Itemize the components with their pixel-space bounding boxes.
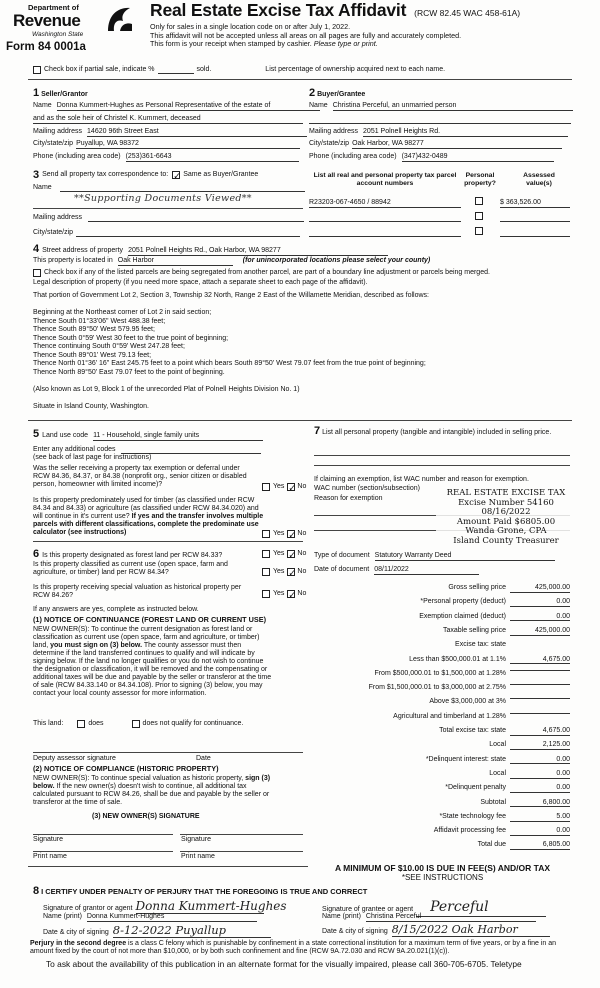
legal-line: Thence South 01°33'06" West 488.38 feet; (33, 317, 166, 325)
partial-label-c: List percentage of ownership acquired next to each name. (265, 66, 446, 74)
notice1-title: (1) NOTICE OF CONTINUANCE (FOREST LAND OR CURRENT USE) (33, 615, 267, 624)
sec3-city-field[interactable] (76, 229, 300, 237)
calc-label: From $1,500,000.01 to $3,000,000 at 2.75% (368, 684, 506, 692)
seller-name-2[interactable]: and as the sole heir of Christel K. Kummert, deceased (33, 115, 303, 124)
personal-property-checkbox-2[interactable] (475, 212, 483, 220)
wac-label: WAC number (section/subsection) (314, 485, 420, 492)
seller-phone[interactable]: (253)361-6643 (126, 153, 299, 162)
calc-label: Total excise tax: state (439, 727, 506, 734)
sec6-q1-answer: Yes ✓ No (262, 550, 306, 558)
buyer-phone[interactable]: (347)432-0489 (402, 153, 554, 162)
doc-type-row: Type of document Statutory Warranty Deed (314, 552, 555, 561)
sec6-q3-no[interactable]: ✓ (288, 590, 296, 600)
calc-label: *State technology fee (439, 812, 506, 820)
grantor-print-row: Name (print) Donna Kummert-Hughes (43, 913, 257, 922)
calc-value[interactable]: 0.00 (510, 756, 570, 765)
sec5-q2-no[interactable]: ✓ (288, 530, 296, 540)
grantor-signature[interactable]: Donna Kummert-Hughes (135, 899, 287, 913)
this-land-row: This land: does does not qualify for continuance. (33, 720, 244, 728)
dept-line3: Washington State (32, 31, 84, 38)
sec3-city-row: City/state/zip (33, 229, 300, 237)
partial-sale-checkbox[interactable] (33, 66, 41, 74)
personal-property-checkbox-1[interactable] (475, 197, 483, 205)
grantee-print-name[interactable]: Christina Perceful (366, 913, 536, 922)
sec5-q2-answer: Yes ✓ No (262, 530, 306, 538)
grantee-signature-row: Signature of grantee or agent Perceful (322, 900, 546, 917)
dor-logo (6, 3, 138, 53)
grantor-date-city[interactable]: 8-12-2022 Puyallup (113, 924, 271, 938)
seller-phone-row: Phone (including area code) (253)361-6643 (33, 153, 299, 162)
deputy-signature-label: Deputy assessor signature (33, 755, 116, 762)
alternate-format-note: To ask about the availability of this publication in an alternate format for the visually impaired, please call 360-705-6705. Teletype (46, 959, 522, 969)
assessed-col-header: Assessed value(s) (523, 172, 555, 187)
calc-value[interactable]: 0.00 (510, 613, 570, 622)
sec6-q2-answer: Yes ✓ No (262, 568, 306, 576)
calc-label: Exemption claimed (deduct) (419, 612, 506, 620)
grantee-print-row: Name (print) Christina Perceful (322, 913, 536, 922)
legal-line (33, 377, 429, 386)
legal-line: Situate in Island County, Washington. (33, 402, 149, 410)
calc-label: Subtotal (480, 798, 506, 806)
sec4-address-row: 4 Street address of property 2051 Polnell Heights Rd., Oak Harbor, WA 98277 (33, 243, 388, 256)
notice2-text: NEW OWNER(S): To continue special valuation as historic property, sign (3) below. If the new owner(s) doesn't wish to continue, all additional tax calculated pursuant to RCW 84.26, shall be due and payable by the seller or transferor at the time of sale. (33, 775, 271, 806)
notice1-text: NEW OWNER(S): To continue the current designation as forest land or classification as current use (open space, farm and agriculture, or timber) land, you must sign on (3) below. The county assessor must then determine if the land transferred continues to qualify and will indicate by signing below. If the land no longer qualifies or you do not wish to continue the designation or classification, it will be removed and the compensating or additional taxes will be due and payable by the seller or transferor at the time of sale (RCW 84.33.140 or 84.34.108). Prior to signing (3) below, you may contact your local county assessor for more information. (33, 626, 272, 697)
calc-label: Excise tax: state (455, 641, 506, 649)
header-note1: Only for sales in a single location code on or after July 1, 2022. (150, 22, 351, 31)
parcel-col-header: List all real and personal property tax parcel account numbers (313, 172, 457, 187)
legal-line: Thence North 89°50' East 79.07 feet to the point of beginning. (33, 368, 225, 376)
seller-name-row: Name Donna Kummert-Hughes as Personal Representative of the estate of (33, 102, 320, 111)
buyer-city-row: City/state/zip Oak Harbor, WA 98277 (309, 140, 562, 149)
buyer-city[interactable]: Oak Harbor, WA 98277 (352, 140, 562, 149)
certify-statement: 8 I CERTIFY UNDER PENALTY OF PERJURY THAT THE FOREGOING IS TRUE AND CORRECT (33, 885, 368, 897)
calc-label: Above $3,000,000 at 3% (429, 698, 506, 706)
sec6-q3: Is this property receiving special valuation as historical property per RCW 84.26? (33, 584, 242, 599)
calc-label: Total due (477, 841, 506, 849)
sec6-q1: 6 Is this property designated as forest land per RCW 84.33? (33, 548, 223, 560)
buyer-name-row: Name Christina Perceful, an unmarried person (309, 102, 573, 111)
calc-value[interactable]: 5.00 (510, 813, 570, 822)
property-street-address[interactable]: 2051 Polnell Heights Rd., Oak Harbor, WA 98277 (128, 247, 388, 256)
calc-value[interactable]: 4,675.00 (510, 727, 570, 736)
dept-line1: Department of (28, 3, 79, 12)
sec7-label: 7 List all personal property (tangible and intangible) included in selling price. (314, 425, 552, 437)
calc-value[interactable]: 425,000.00 (510, 627, 570, 636)
property-location-select[interactable]: Oak Harbor (118, 257, 233, 266)
grantee-date-row: Date & city of signing 8/15/2022 Oak Harbor (322, 924, 550, 937)
new-owner-sig-title: (3) NEW OWNER(S) SIGNATURE (92, 813, 200, 820)
perjury-warning: Perjury in the second degree is a class C felony which is punishable by confinement in a state correctional institution for a maximum term of five years, or by a fine in an amount fixed by the court of not more than $10,000, or by both such confinement and fine (RCW 9A.72.030 and RCW 9A.20.021(1)(c)). (30, 940, 557, 956)
land-use-code[interactable]: 11 - Household, single family units (93, 432, 263, 441)
title-row (150, 1, 520, 21)
calc-label: Local (489, 769, 506, 777)
calc-label: Taxable selling price (442, 626, 506, 634)
doc-date-field[interactable]: 08/11/2022 (374, 566, 479, 575)
calc-value[interactable] (510, 670, 570, 671)
legal-line: (Also known as Lot 9, Block 1 of the unrecorded Plat of Polnell Heights Division No. 1) (33, 385, 300, 393)
see-instructions: *SEE INSTRUCTIONS (401, 873, 484, 882)
calc-label: Gross selling price (448, 584, 506, 591)
dor-emblem-icon (104, 5, 134, 33)
sec6-note: If any answers are yes, complete as instructed below. (33, 606, 199, 613)
sec5-q1-no[interactable]: ✓ (288, 483, 296, 493)
calc-label: Local (489, 741, 506, 749)
calc-label: *Delinquent interest: state (425, 755, 506, 763)
calc-label: *Personal property (deduct) (420, 598, 506, 606)
buyer-phone-row: Phone (including area code) (347)432-0489 (309, 153, 554, 162)
sec5-q1-yes[interactable] (262, 483, 270, 491)
reason-label: Reason for exemption (314, 495, 383, 502)
segregate-row: Check box if any of the listed parcels are being segregated from another parcel, are part of a boundary line adjustment or parcels being merged. (33, 269, 490, 277)
parcel-number-3[interactable] (309, 228, 461, 237)
form-title: Real Estate Excise Tax Affidavit (150, 0, 407, 20)
grantor-date-row: Date & city of signing 8-12-2022 Puyallup (43, 924, 271, 938)
treasurer-stamp: REAL ESTATE EXCISE TAX Excise Number 54160 08/16/2022 Amount Paid $6805.00 Wanda Grone, CPA Island County Treasurer (436, 489, 576, 546)
assessed-value-2[interactable] (500, 213, 570, 222)
additional-codes-note: (see back of last page for instructions) (33, 454, 152, 461)
minimum-due-notice: A MINIMUM OF $10.00 IS DUE IN FEE(S) AND/OR TAX (334, 863, 551, 873)
calc-value[interactable]: 0.00 (510, 598, 570, 607)
sec3-address-field[interactable] (88, 214, 304, 222)
buyer-addr-row: Mailing address 2051 Polnell Heights Rd. (309, 128, 568, 137)
seller-name-1[interactable]: Donna Kummert-Hughes as Personal Representative of the estate of (57, 102, 320, 111)
header-notes (150, 23, 461, 49)
header-note3a: This form is your receipt when stamped by cashier. (150, 39, 312, 49)
owner-print-label-2: Print name (181, 853, 215, 860)
supporting-docs-stamp: **Supporting Documents Viewed** (74, 193, 252, 204)
calc-label: Less than $500,000.01 at 1.1% (409, 655, 506, 663)
seller-city[interactable]: Puyallup, WA 98372 (76, 140, 300, 149)
grantor-signature-row: Signature of grantor or agent Donna Kummert-Hughes (43, 899, 287, 913)
sec6-q2-yes[interactable] (262, 568, 270, 576)
sec5-q1: Was the seller receiving a property tax exemption or deferral under RCW 84.36, 84.37, or 84.38 (nonprofit org., senior citizen or disabled person, homeowner with limited income)? (33, 465, 247, 488)
sec3-name-field[interactable] (60, 184, 305, 192)
calc-value[interactable] (510, 713, 570, 714)
legal-line: Thence North 01°36' 16" East 245.75 feet to a point which bears South 89°50' West 79.07 feet from the true point of beginning; (33, 360, 426, 367)
sec4-located-row: This property is located in Oak Harbor (for unincorporated locations please select your county) (33, 257, 431, 264)
legal-line (33, 301, 429, 310)
land-does-checkbox[interactable] (77, 720, 85, 728)
seller-city-row: City/state/zip Puyallup, WA 98372 (33, 140, 300, 149)
buyer-heading: 2 Buyer/Grantee (309, 87, 366, 99)
legal-label: Legal description of property (if you need more space, attach a separate sheet to each page of the affidavit). (33, 279, 368, 286)
sec5-q2: Is this property predominately used for timber (as classified under RCW 84.34 and 84.33) or agriculture (as classified under RCW 84.34.020) and will continue in it's current use? If yes and the transfer involves multiple parcels with different classifications, complete the predominate use calculator (see instructions) (33, 497, 264, 536)
calc-value[interactable]: 425,000.00 (510, 584, 570, 593)
calc-value[interactable] (510, 698, 570, 699)
calc-value[interactable]: 0.00 (510, 770, 570, 779)
calc-value[interactable]: 4,675.00 (510, 656, 570, 665)
legal-line: Thence South 89°01' West 79.13 feet; (33, 351, 152, 359)
sec6-q1-yes[interactable] (262, 550, 270, 558)
partial-sale-row (33, 66, 445, 74)
additional-codes-field[interactable] (121, 446, 261, 454)
exempt-label: If claiming an exemption, list WAC number and reason for exemption. (314, 476, 529, 483)
sec3-name-row: Name (33, 184, 305, 192)
seller-heading: 1 Seller/Grantor (33, 87, 88, 99)
legal-line: Beginning at the Northeast corner of Lot 2 in said section; (33, 309, 212, 316)
sec3-addr-row: Mailing address (33, 214, 304, 222)
form-rcw: (RCW 82.45 WAC 458-61A) (414, 8, 521, 18)
legal-line: Thence South 0°59' West 30 feet to the true point of beginning; (33, 334, 229, 342)
grantor-print-name[interactable]: Donna Kummert-Hughes (87, 913, 257, 922)
doc-type-field[interactable]: Statutory Warranty Deed (375, 552, 555, 561)
calc-value[interactable]: 0.00 (510, 827, 570, 836)
buyer-address[interactable]: 2051 Polnell Heights Rd. (363, 128, 568, 137)
partial-label-b: sold. (196, 66, 212, 74)
calc-value[interactable] (510, 684, 570, 685)
owner-signature-label-1: Signature (33, 836, 63, 843)
grantee-signature[interactable]: Perceful (416, 900, 546, 917)
legal-description (33, 292, 429, 411)
same-as-buyer-checkbox[interactable]: ✓ (173, 171, 181, 182)
calc-label: From $500,000.01 to $1,500,000 at 1.28% (374, 669, 506, 677)
owner-print-label-1: Print name (33, 853, 67, 860)
additional-codes-row: Enter any additional codes (33, 446, 261, 454)
parcel-number-1[interactable]: R23203-067-4650 / 88942 (309, 199, 461, 208)
assessed-value-1[interactable]: $ 363,526.00 (500, 199, 570, 208)
sec6-q3-answer: Yes ✓ No (262, 590, 306, 598)
calc-label: Affidavit processing fee (433, 827, 506, 835)
sec6-q1-no[interactable]: ✓ (288, 550, 296, 560)
assessed-value-3[interactable] (500, 228, 570, 237)
header-note2: This affidavit will not be accepted unless all areas on all pages are fully and accurately completed. (150, 30, 462, 40)
header-note3b: Please type or print. (313, 39, 378, 49)
legal-line: That portion of Government Lot 2, Section 3, Township 32 North, Range 2 East of the Willamette Meridian, described as follows: (33, 292, 429, 299)
calc-value[interactable]: 6,800.00 (510, 799, 570, 808)
deputy-date-label: Date (196, 755, 211, 762)
seller-address[interactable]: 14620 96th Street East (87, 128, 307, 137)
calc-value[interactable]: 2,125.00 (510, 741, 570, 750)
form-number: Form 84 0001a (6, 41, 86, 53)
personal-property-checkbox-3[interactable] (475, 227, 483, 235)
grantee-date-city[interactable]: 8/15/2022 Oak Harbor (392, 924, 550, 937)
sec6-q3-yes[interactable] (262, 590, 270, 598)
sec6-q2: Is this property classified as current use (open space, farm and agriculture, or timber) land per RCW 84.34? (33, 561, 228, 576)
segregate-checkbox[interactable] (33, 269, 41, 277)
doc-date-row: Date of document 08/11/2022 (314, 566, 479, 575)
parcel-number-2[interactable] (309, 213, 461, 222)
calc-label: *Delinquent penalty (445, 784, 506, 792)
legal-line: Thence South 89°50' West 579.95 feet; (33, 326, 155, 333)
partial-label-a: Check box if partial sale, indicate % (44, 66, 155, 74)
partial-percent-field[interactable] (158, 66, 194, 74)
sec3-heading: 3 Send all property tax correspondence to: ✓ Same as Buyer/Grantee (33, 169, 259, 182)
calc-value[interactable]: 6,805.00 (510, 841, 570, 850)
owner-signature-label-2: Signature (181, 836, 211, 843)
calc-label: Agricultural and timberland at 1.28% (393, 712, 506, 720)
legal-line: Thence continuing South 0°59' West 247.28 feet; (33, 343, 185, 350)
sec6-q2-no[interactable]: ✓ (288, 568, 296, 578)
dept-line2: Revenue (13, 11, 81, 30)
personal-col-header: Personal property? (464, 172, 496, 187)
buyer-name-line-2[interactable] (309, 115, 571, 124)
land-use-row: 5 Land use code 11 - Household, single family units (33, 428, 263, 441)
legal-line (33, 394, 429, 403)
sec5-q2-yes[interactable] (262, 530, 270, 538)
notice2-title: (2) NOTICE OF COMPLIANCE (HISTORIC PROPERTY) (33, 764, 219, 773)
sec5-q1-answer: Yes ✓ No (262, 483, 306, 491)
land-does-not-checkbox[interactable] (132, 720, 140, 728)
calc-value[interactable]: 0.00 (510, 784, 570, 793)
buyer-name[interactable]: Christina Perceful, an unmarried person (333, 102, 573, 111)
seller-addr-row: Mailing address 14620 96th Street East (33, 128, 307, 137)
